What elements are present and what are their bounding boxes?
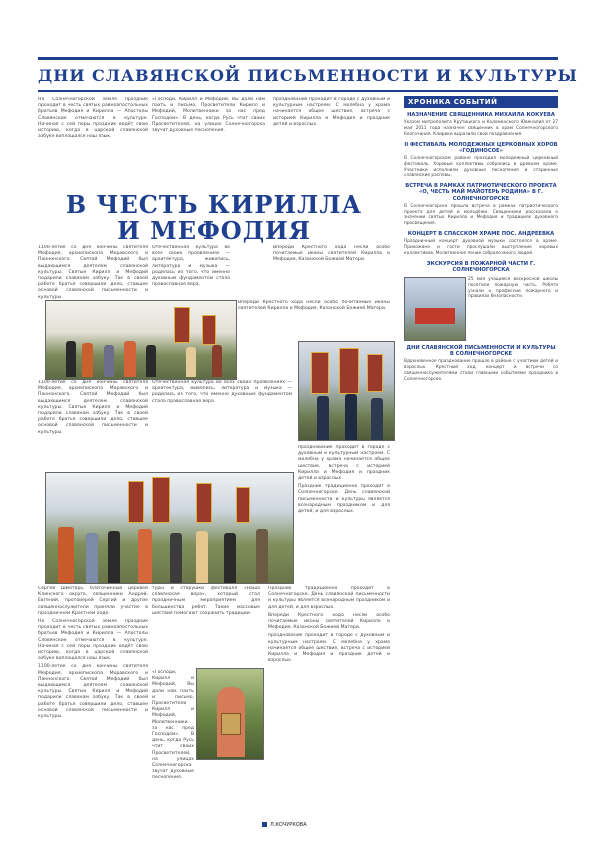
- paragraph: «Господи, Кирилл и Мефодий, Вы дали нам пахть и письмо, Просветители Кирилл и Мефодий, Молитвенники за нас пред Господом». В день, когда Русь чтит своих Просветителей, на улицах Солнечногорска звучат духовные песнопения.: [152, 670, 194, 781]
- procession-banner: [196, 483, 212, 523]
- person-figure: [317, 396, 329, 440]
- paragraph: Впереди Крестного хода несли особо почитаемые иконы святителей Кирилла и Мефодия, Казанской Божией Матери.: [268, 612, 390, 631]
- photo-child-with-icon: [196, 668, 264, 760]
- sidebar-chronicle: [404, 96, 558, 831]
- paragraph: 1100-летие со дня кончины святителя Мефодия, архиепископа Моравского и Паннонского. Святой Мефодий был выдающимся деятелем славянской культуры. Святые Кирилл и Мефодий подарили славянам азбуку. Так в своей работе братья совершили дело, ставшее основой славянской письменности и культуры.: [38, 380, 148, 435]
- author-bullet: [262, 822, 267, 827]
- article-column-2-lower: [152, 380, 292, 465]
- procession-banner: [152, 477, 170, 523]
- procession-banner: [339, 348, 359, 394]
- person-figure: [108, 531, 120, 583]
- fire-truck: [415, 308, 455, 324]
- icon-painting: [221, 713, 241, 735]
- author-name: Л.КОЧУРКОВА: [270, 822, 307, 828]
- person-figure: [212, 345, 222, 377]
- author-signature: [262, 822, 307, 828]
- article-column-2-mid: [152, 245, 230, 305]
- article-column-1-mid: [38, 245, 148, 305]
- person-figure: [138, 529, 152, 583]
- sidebar-item-title: II ФЕСТИВАЛЬ МОЛОДЕЖНЫХ ЦЕРКОВНЫХ ХОРОВ «ГОДИНОСОЕ»: [404, 141, 558, 154]
- sidebar-item-title: ВСТРЕЧА В РАМКАХ ПАТРИОТИЧЕСКОГО ПРОЕКТА «О, ЧЕСТЬ МАЙ МАЙОТЕРЬ РОДИНА» В Г. СОЛНЕЧНОГОРСКЕ: [405, 183, 557, 202]
- article-column-1-bottom: [38, 586, 148, 818]
- photo-procession-1: [45, 300, 237, 380]
- sidebar-item-text: В Солнечногорском районе проходил молодежный церковный фестиваль. Хоровые коллективы собрались в древнем храме. Участники исполнили духовные песнопения и старинные славянские распевы.: [404, 156, 558, 179]
- article-column-3-lower: [298, 445, 390, 580]
- sidebar-item-title: НАЗНАЧЕНИЕ СВЯЩЕННИКА МИХАИЛА КОКУЕВА: [407, 112, 555, 118]
- paragraph: Праздник традиционно проходит в Солнечногорске. День славянской письменности и культуры является всенародным праздником и для детей, и для взрослых.: [298, 484, 390, 515]
- procession-banner: [367, 354, 383, 392]
- person-figure: [124, 341, 136, 377]
- article-headline: [38, 192, 390, 244]
- sidebar-item-text: В Солнечногорске прошла встреча в рамках патриотического проекта для детей и молодёжи. Священники рассказали о значении святых Кирилла и Мефодия и традициях духовного просвещения.: [404, 203, 558, 227]
- sidebar-item-title: ЭКСКУРСИЯ В ПОЖАРНОЙ ЧАСТИ Г. СОЛНЕЧНОГОРСКА: [426, 260, 536, 273]
- paragraph: На Солнечногорской земле праздник проходит в честь святых равноапостольных братьев Мефодия и Кирилла — Апостолы Словянские отмечаются в культуре. Начиная с сей поры праздник ведёт свою историю, когда в царской славянской азбуке воплощался наш язык.: [38, 619, 148, 662]
- person-figure: [82, 343, 93, 377]
- sidebar-item-text: 25 мая учащиеся воскресной школы посетили пожарную часть. Ребята узнали о профессии пожарного и правилах безопасности.: [468, 276, 558, 300]
- person-figure: [186, 347, 196, 377]
- procession-banner: [174, 307, 190, 343]
- person-figure: [224, 533, 236, 583]
- paragraph: На Солнечногорской земле праздник проходит в честь святых равноапостольных братьев Мефодия и Кирилла — Апостолы Словянские отмечаются в культуре. Начиная с сей поры праздник ведёт свою историю, когда в царской славянской азбуке воплощался наш язык.: [38, 97, 148, 140]
- procession-banner: [128, 481, 144, 523]
- person-figure: [256, 529, 268, 583]
- paragraph: Отечественная культура во всех своих проявлениях — архитектура, живопись, литература и музыка — родилась из того, что именно духовным фундаментом стала православная вера.: [152, 380, 292, 404]
- article-column-3-bottom: [268, 586, 390, 818]
- person-figure: [86, 533, 98, 583]
- paragraph: Сергей Шмотарь, благочинный церквей Клинского округа, священники Андрей, Евгений, протоиерей Сергий и другие священнослужители приняли участие в праздничном Крестном ходе.: [38, 586, 148, 616]
- person-figure: [104, 345, 114, 377]
- article-column-1-lower: [38, 380, 148, 465]
- paragraph: «Господи, Кирилл и Мефодий, Вы дали нам пахть и письмо, Просветители Кирилл и Мефодий, Молитвенники за нас пред Господом». В день, когда Русь чтит своих Просветителей, на улицах Солнечногорска звучат духовные песнопения.: [152, 97, 265, 134]
- sidebar-item-text: Праздничный концерт духовной музыки состоялся в храме. Прихожане и гости прослушали выступление хоровых коллективов. Молитвенное пение собрало много людей.: [404, 239, 558, 256]
- procession-banner: [202, 315, 216, 345]
- sidebar-item-text: Вдохновенное празднование прошло в районе с участием детей и взрослых. Крестный ход, концерт и встречи со священнослужителями стали главными событиями праздника в Солнечногорске.: [404, 359, 558, 382]
- sidebar-item-title: ДНИ СЛАВЯНСКОЙ ПИСЬМЕННОСТИ И КУЛЬТУРЫ В СОЛНЕЧНОГОРСКЕ: [406, 344, 556, 358]
- page-header: ДНИ СЛАВЯНСКОЙ ПИСЬМЕННОСТИ И КУЛЬТУРЫ: [38, 66, 578, 85]
- headline-line-1: В ЧЕСТЬ КИРИЛЛА: [65, 190, 363, 219]
- paragraph: Впереди Крестного хода несли особо почитаемые иконы святителей Кирилла и Мефодия, Казанской Божией Матери.: [238, 300, 390, 312]
- paragraph: туры и старушки фестиваля «Наша славянская вера», который стал праздничным мероприятием для большинства ребят. Такие массовые шествия помогают сохранить традиции.: [152, 586, 260, 616]
- article-column-3-mid: [273, 245, 390, 305]
- photo-procession-3: [45, 472, 294, 584]
- person-figure: [66, 341, 76, 377]
- header-rule-bottom: [38, 90, 558, 92]
- article-column-3-top: [273, 97, 390, 189]
- procession-banner: [236, 487, 250, 523]
- person-figure: [146, 345, 156, 377]
- procession-banner: [311, 352, 329, 394]
- photo-procession-2: [298, 341, 395, 441]
- paragraph: празднование проходит в городе с духовным и культурным настроем. С молебна у храма начинается общее шествие, встреча с историей Кирилла и Мефодия и праздник детей и взрослых.: [268, 633, 390, 664]
- sidebar-photo-row: [404, 275, 558, 341]
- person-figure: [345, 394, 357, 440]
- person-figure: [196, 531, 208, 583]
- header-rule-top: [38, 57, 558, 60]
- paragraph: 1100-летие со дня кончины святителя Мефодия, архиепископа Моравского и Паннонского. Святой Мефодий был выдающимся деятелем славянской культуры. Святые Кирилл и Мефодий подарили славянам азбуку. Так в своей работе братья совершили дело, ставшее основой славянской письменности и культуры.: [38, 245, 148, 300]
- person-figure: [58, 527, 74, 583]
- sidebar-item-title: КОНЦЕРТ В СПАССКОМ ХРАМЕ ПОС. АНДРЕЕВКА: [407, 230, 555, 237]
- paragraph: Впереди Крестного хода несли особо почитаемые иконы святителей Кирилла и Мефодия, Казанской Божией Матери.: [273, 245, 390, 263]
- person-figure: [170, 533, 182, 583]
- paragraph: Отечественная культура во всех своих проявлениях — архитектура, живопись, литература и музыка — родилась из того, что именно духовным фундаментом стала православная вера.: [152, 245, 230, 288]
- paragraph: Праздник традиционно проходит в Солнечногорске. День славянской письменности и культуры является всенародным праздником и для детей, и для взрослых.: [268, 586, 390, 610]
- paragraph: празднование проходит в городе с духовным и культурным настроем. С молебна у храма начинается общее шествие, встреча с историей Кирилла и Мефодия и праздник детей и взрослых.: [298, 445, 390, 482]
- paragraph: празднование проходит в городе с духовным и культурным настроем. С молебна у храма начинается общее шествие, встреча с историей Кирилла и Мефодия и праздник детей и взрослых.: [273, 97, 390, 127]
- article-column-2-bottom-2: [152, 670, 194, 820]
- person-figure: [371, 398, 383, 440]
- headline-line-2: И МЕФОДИЯ: [117, 216, 311, 245]
- article-column-2-bottom: [152, 586, 260, 668]
- article-column-2-top: [152, 97, 265, 189]
- article-column-1-top: [38, 97, 148, 189]
- paragraph: 1100-летие со дня кончины святителя Мефодия, архиепископа Моравского и Паннонского. Святой Мефодий был выдающимся деятелем славянской культуры. Святые Кирилл и Мефодий подарили славянам азбуку. Так в своей работе братья совершили дело, ставшее основой славянской письменности и культуры.: [38, 664, 148, 720]
- sidebar-header: ХРОНИКА СОБЫТИЙ: [404, 96, 558, 108]
- sidebar-photo-fire-station: [404, 277, 466, 341]
- sidebar-item-text: Указом митрополита Крутицкого и Коломенского Ювеналия от 27 мая 2011 года назначен священник в храм Солнечногорского благочиния. Клирики выразили свои поздравления.: [404, 120, 558, 137]
